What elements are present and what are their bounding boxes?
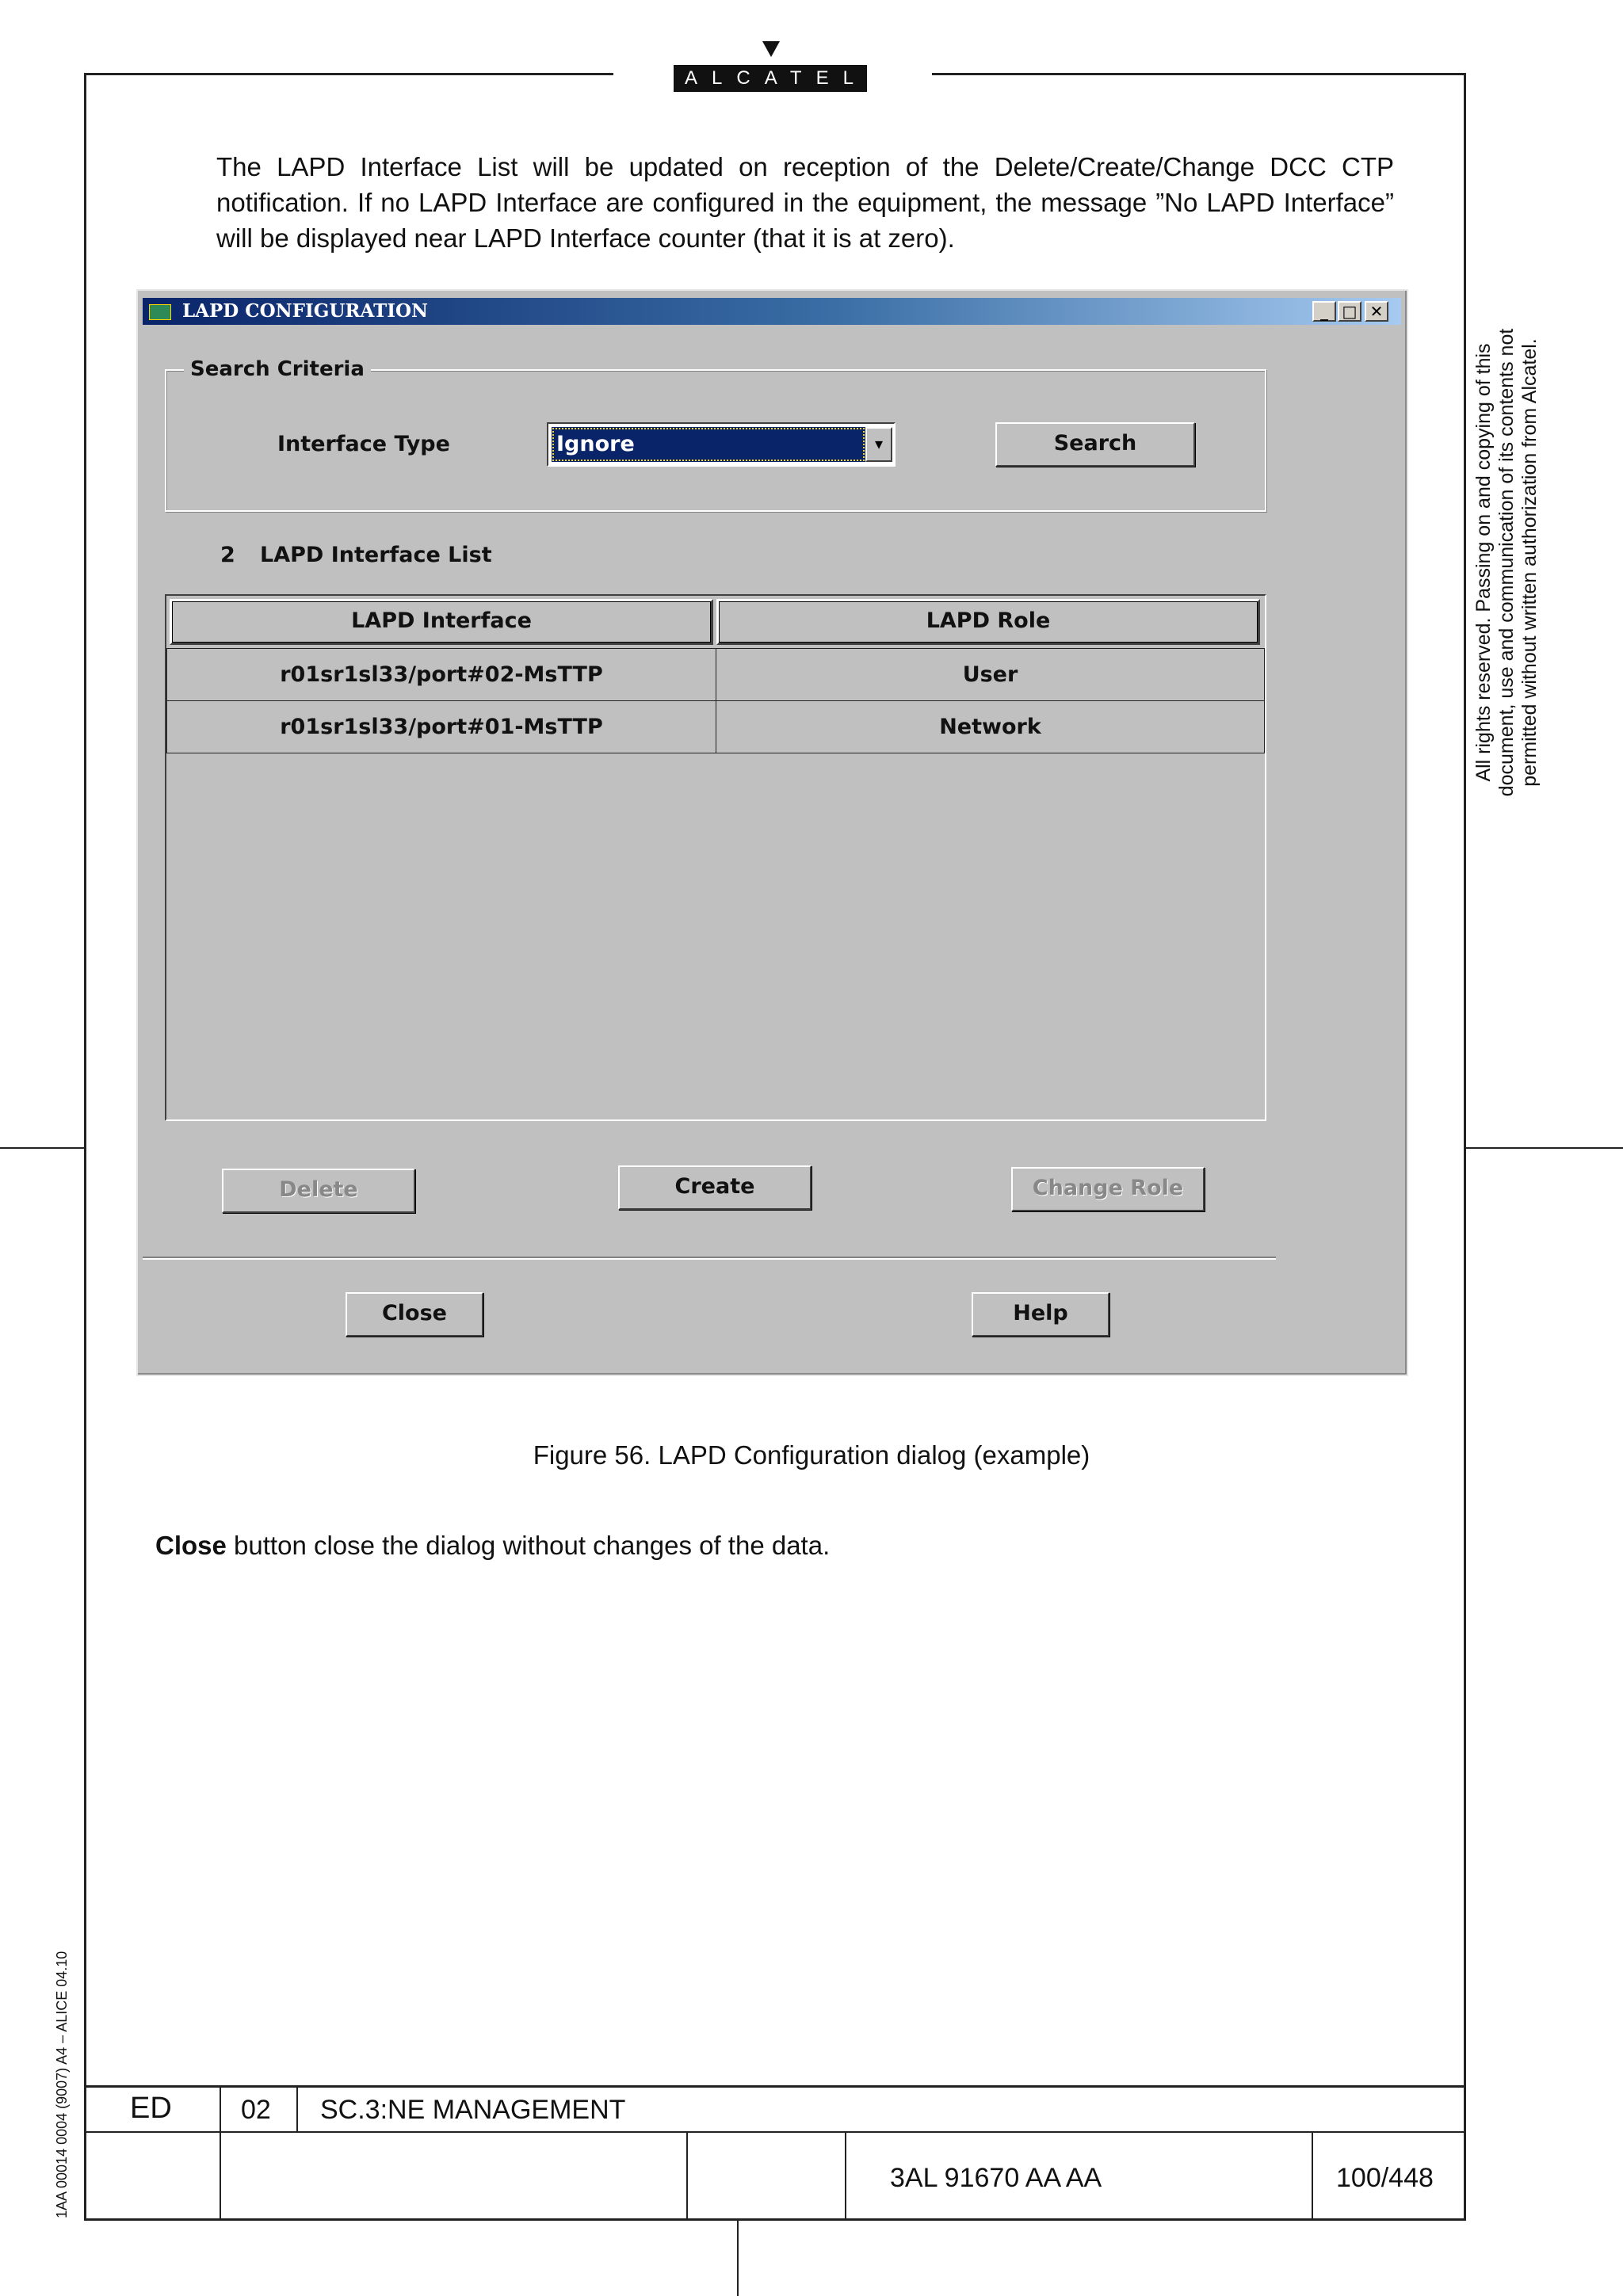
mark-right [1466, 1147, 1623, 1149]
mark-bottom [737, 2220, 739, 2296]
lapd-interface-table [165, 594, 1266, 1121]
create-button[interactable]: Create [618, 1165, 812, 1210]
close-term: Close [155, 1531, 227, 1560]
maximize-button[interactable]: □ [1338, 301, 1361, 322]
table-row-1-interface[interactable]: r01sr1sl33/port#02-MsTTP [166, 648, 716, 701]
frame-left [84, 73, 86, 2220]
close-button[interactable]: Close [346, 1292, 483, 1337]
table-row-1-role[interactable]: User [716, 648, 1265, 701]
delete-button[interactable]: Delete [222, 1169, 415, 1213]
interface-type-label: Interface Type [277, 432, 450, 456]
close-window-button[interactable]: ✕ [1365, 301, 1388, 322]
footer-ed-value: 02 [241, 2095, 271, 2125]
separator [143, 1257, 1276, 1260]
footer-div-5 [1312, 2131, 1313, 2220]
footer-div-2 [296, 2085, 298, 2133]
footer-top-line [84, 2085, 1466, 2088]
intro-paragraph: The LAPD Interface List will be updated on reception of the Delete/Create/Change DCC CTP notification. If no LAPD Interface are configured in the equipment, the message ”No LAPD Interface” will be displayed near LAPD Interface counter (that it is at zero). [216, 152, 1394, 253]
footer-section: SC.3:NE MANAGEMENT [320, 2095, 626, 2125]
footer-bottom-line [84, 2218, 1466, 2221]
footer-div-3 [686, 2131, 688, 2220]
footer-ed-label: ED [130, 2092, 172, 2125]
logo-triangle-icon [762, 41, 780, 57]
frame-top-left [84, 73, 613, 75]
side-code: 1AA 00014 0004 (9007) A4 – ALICE 04.10 [54, 1951, 70, 2218]
frame-top-right [932, 73, 1466, 75]
close-description [155, 1531, 830, 1561]
figure-caption: Figure 56. LAPD Configuration dialog (example) [533, 1440, 1090, 1470]
chevron-down-icon[interactable]: ▾ [865, 427, 892, 462]
column-header-role[interactable]: LAPD Role [716, 599, 1260, 645]
search-criteria-title: Search Criteria [184, 357, 371, 381]
footer-doc-code: 3AL 91670 AA AA [890, 2163, 1102, 2193]
help-button[interactable]: Help [972, 1292, 1109, 1337]
footer-mid-line [84, 2131, 1466, 2133]
footer-div-4 [845, 2131, 846, 2220]
frame-right [1464, 73, 1466, 2220]
app-icon [149, 304, 171, 320]
interface-type-select[interactable] [547, 422, 896, 467]
lapd-configuration-dialog [136, 289, 1408, 1376]
footer-page-number: 100/448 [1336, 2163, 1434, 2193]
list-count: 2 [220, 543, 235, 567]
mark-left [0, 1147, 84, 1149]
close-description-text: button close the dialog without changes of the data. [226, 1531, 831, 1560]
minimize-button[interactable]: _ [1312, 301, 1336, 322]
rights-notice: All rights reserved. Passing on and copying of this document, use and communication of its contents not permitted without written authorization from Alcatel. [1472, 328, 1541, 797]
column-header-interface[interactable]: LAPD Interface [170, 599, 713, 645]
table-row-2-interface[interactable]: r01sr1sl33/port#01-MsTTP [166, 700, 716, 753]
alcatel-logo: ALCATEL [674, 65, 867, 92]
window-title: LAPD CONFIGURATION [182, 300, 429, 322]
footer-div-1 [220, 2085, 221, 2220]
change-role-button[interactable]: Change Role [1011, 1167, 1205, 1211]
interface-type-value[interactable]: Ignore [552, 427, 865, 462]
title-bar[interactable] [143, 298, 1401, 325]
table-row-2-role[interactable]: Network [716, 700, 1265, 753]
list-title: LAPD Interface List [260, 543, 492, 567]
search-button[interactable]: Search [995, 422, 1195, 467]
